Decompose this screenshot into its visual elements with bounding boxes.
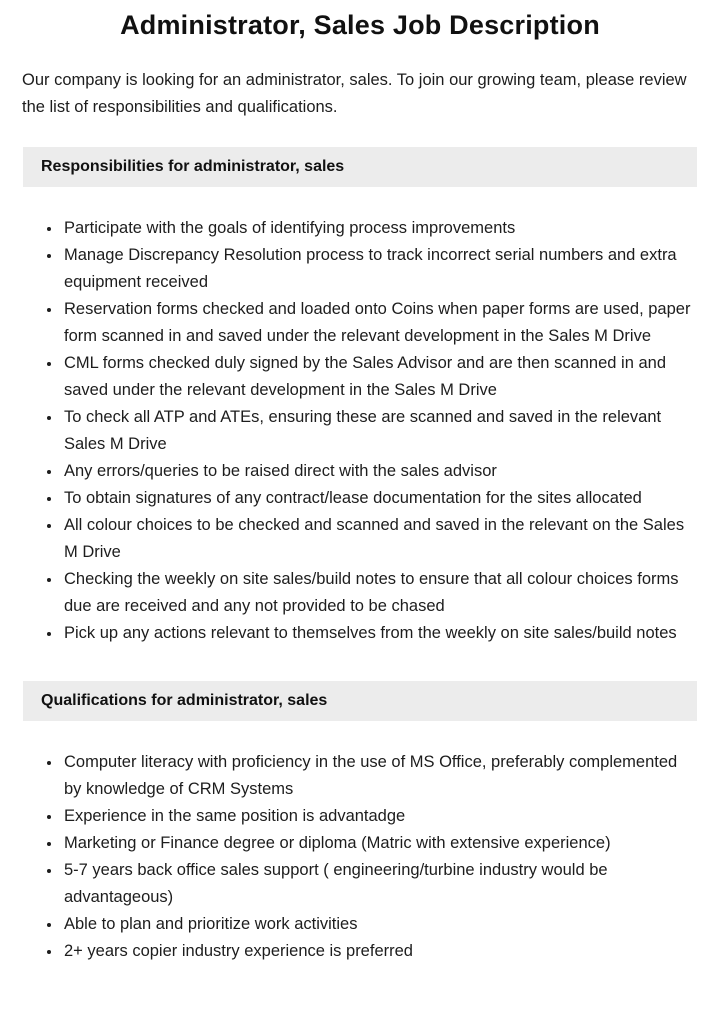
qualification-item: • Computer literacy with proficiency in the use of MS Office, preferably complemented by knowledge of CRM Systems — [62, 749, 698, 803]
responsibility-item: • Manage Discrepancy Resolution process to track incorrect serial numbers and extra equipment received — [62, 242, 698, 296]
responsibility-item: • Checking the weekly on site sales/build notes to ensure that all colour choices forms due are received and any not provided to be chased — [62, 566, 698, 620]
qualifications-list — [22, 749, 698, 965]
responsibility-item: • Participate with the goals of identifying process improvements — [62, 215, 698, 242]
qualification-item: • Marketing or Finance degree or diploma (Matric with extensive experience) — [62, 830, 698, 857]
qualification-item: • 2+ years copier industry experience is preferred — [62, 938, 698, 965]
responsibilities-heading: Responsibilities for administrator, sales — [41, 158, 345, 176]
responsibility-item: • To check all ATP and ATEs, ensuring these are scanned and saved in the relevant Sales M Drive — [62, 404, 698, 458]
responsibilities-section-header — [23, 147, 697, 187]
page-title: Administrator, Sales Job Description — [120, 10, 600, 40]
intro-paragraph: Our company is looking for an administrator, sales. To join our growing team, please review the list of responsibilities and qualifications. — [22, 71, 687, 117]
responsibility-item: • Any errors/queries to be raised direct with the sales advisor — [62, 458, 698, 485]
qualification-item: • Experience in the same position is advantadge — [62, 803, 698, 830]
qualifications-heading: Qualifications for administrator, sales — [41, 692, 328, 710]
responsibility-item: • To obtain signatures of any contract/lease documentation for the sites allocated — [62, 485, 698, 512]
responsibilities-list — [22, 215, 698, 647]
responsibility-item: • Reservation forms checked and loaded onto Coins when paper forms are used, paper form scanned in and saved under the relevant development in the Sales M Drive — [62, 296, 698, 350]
qualification-item: • 5-7 years back office sales support ( engineering/turbine industry would be advantageous) — [62, 857, 698, 911]
responsibility-item: • CML forms checked duly signed by the Sales Advisor and are then scanned in and saved under the relevant development in the Sales M Drive — [62, 350, 698, 404]
qualifications-section-header — [23, 681, 697, 721]
responsibility-item: • Pick up any actions relevant to themselves from the weekly on site sales/build notes — [62, 620, 698, 647]
responsibility-item: • All colour choices to be checked and scanned and saved in the relevant on the Sales M Drive — [62, 512, 698, 566]
qualification-item: • Able to plan and prioritize work activities — [62, 911, 698, 938]
